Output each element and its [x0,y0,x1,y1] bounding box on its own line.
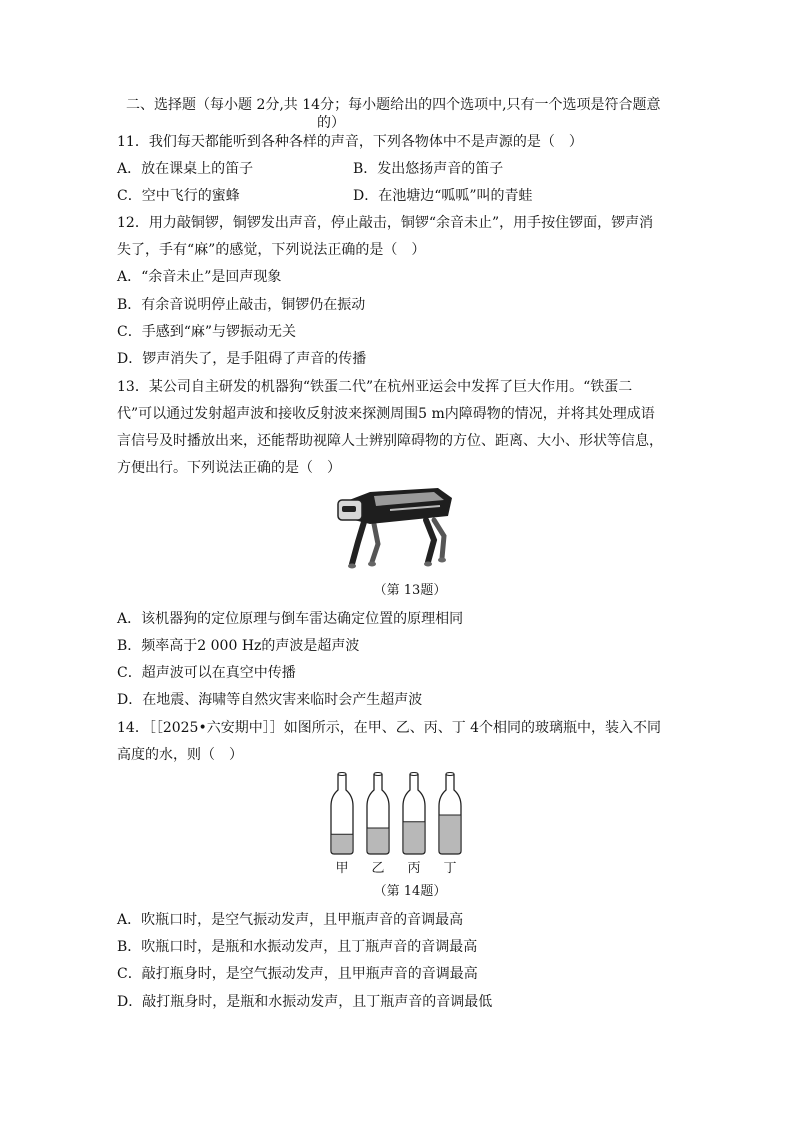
bottle-4 [439,773,461,877]
q13-stem-line2: 代”可以通过发射超声波和接收反射波来探测周围5 m内障碍物的情况，并将其处理成语 [117,406,655,422]
q14-option-c[interactable]: C．敲打瓶身时，是空气振动发声，且甲瓶声音的音调最高 [117,966,478,982]
bottle-4-label: 丁 [443,861,457,876]
bottles-figure [325,770,470,880]
q12-option-b[interactable]: B．有余音说明停止敲击，铜锣仍在振动 [117,297,366,313]
bottle-4-water [440,815,460,854]
q12-option-a[interactable]: A．“余音未止”是回声现象 [117,269,282,285]
q11-option-c[interactable]: C．空中飞行的蜜蜂 [117,188,240,204]
q14-figure-caption: （第 14题） [373,884,447,899]
q13-option-c[interactable]: C．超声波可以在真空中传播 [117,665,296,681]
q11-stem: 11．我们每天都能听到各种各样的声音，下列各物体中不是声源的是（ ） [117,134,583,150]
q13-stem-line1: 13．某公司自主研发的机器狗“铁蛋二代”在杭州亚运会中发挥了巨大作用。“铁蛋二 [117,379,633,395]
q14-option-b[interactable]: B．吹瓶口时，是瓶和水振动发声，且丁瓶声音的音调最高 [117,939,478,955]
q14-stem-line2: 高度的水，则（ ） [117,747,243,763]
q12-option-d[interactable]: D．锣声消失了，是手阻碍了声音的传播 [117,351,367,367]
robot-dog-figure [330,484,460,572]
bottle-3 [403,773,425,877]
bottle-3-water [404,822,424,854]
section-title [126,96,686,132]
q13-option-b[interactable]: B．频率高于2 000 Hz的声波是超声波 [117,638,360,654]
q12-stem-line1: 12．用力敲铜锣，铜锣发出声音，停止敲击，铜锣“余音未止”，用手按住锣面，锣声消 [117,215,654,231]
bottle-1 [331,773,353,877]
bottle-2-water [368,828,388,854]
q12-option-c[interactable]: C．手感到“麻”与锣振动无关 [117,324,297,340]
q13-option-d[interactable]: D．在地震、海啸等自然灾害来临时会产生超声波 [117,692,423,708]
q14-option-d[interactable]: D．敲打瓶身时，是瓶和水振动发声，且丁瓶声音的音调最低 [117,994,493,1010]
q13-stem-line3: 言信号及时播放出来，还能帮助视障人士辨别障碍物的方位、距离、大小、形状等信息， [117,433,663,449]
bottle-1-water [332,834,352,854]
section-title-line2: 的） [317,115,345,131]
q13-figure-caption: （第 13题） [373,583,447,598]
q11-options-row2 [117,186,533,206]
bottle-1-label: 甲 [335,861,349,876]
q11-options-row1 [117,159,504,179]
q13-stem-line4: 方便出行。下列说法正确的是（ ） [117,460,341,476]
bottle-2 [367,773,389,877]
section-title-line1: 二、选择题（每小题 2分,共 14分；每小题给出的四个选项中,只有一个选项是符合题意 [126,97,661,113]
q12-stem-line2: 失了，手有“麻”的感觉，下列说法正确的是（ ） [117,242,426,258]
q14-option-a[interactable]: A．吹瓶口时，是空气振动发声，且甲瓶声音的音调最高 [117,912,464,928]
q11-option-b[interactable]: B．发出悠扬声音的笛子 [353,161,504,177]
q14-stem-line1: 14．［［2025•六安期中］］如图所示，在甲、乙、丙、丁 4个相同的玻璃瓶中，装入不同 [117,720,662,736]
q13-option-a[interactable]: A．该机器狗的定位原理与倒车雷达确定位置的原理相同 [117,611,464,627]
q11-option-d[interactable]: D．在池塘边“呱呱”叫的青蛙 [353,188,533,204]
bottle-2-label: 乙 [371,861,385,876]
q11-option-a[interactable]: A．放在课桌上的笛子 [117,161,254,177]
bottle-3-label: 丙 [407,861,421,876]
